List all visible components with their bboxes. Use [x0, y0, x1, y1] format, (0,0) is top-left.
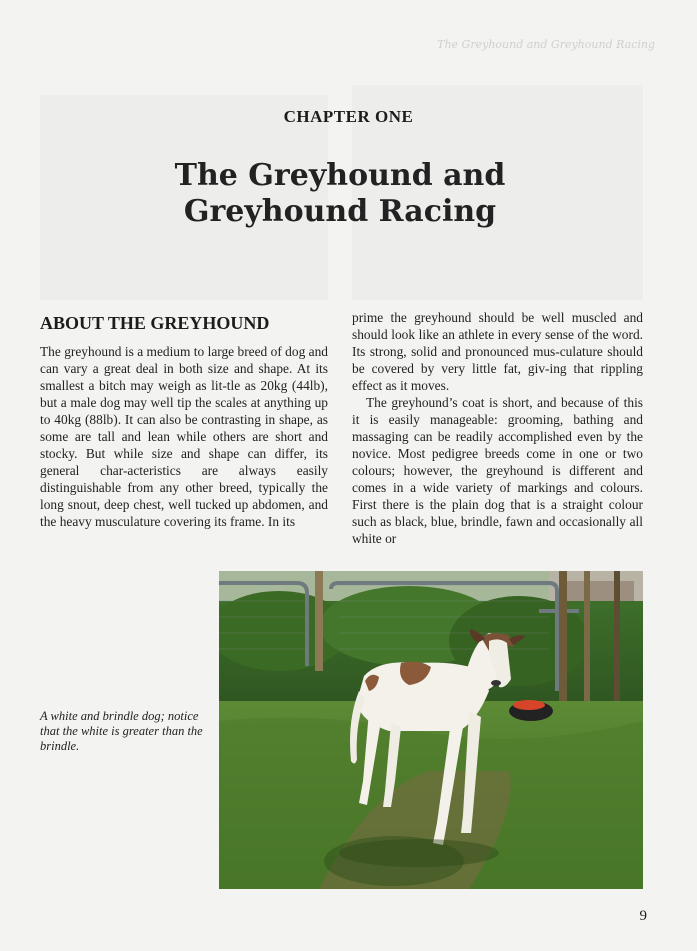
right-text-column [352, 309, 643, 547]
section-heading: ABOUT THE GREYHOUND [40, 313, 270, 333]
greyhound-photo [219, 571, 643, 889]
left-paragraph-1: The greyhound is a medium to large breed of dog and can vary a great deal in both size and shape. At its smallest a bitch may weigh as lit-tle as 20kg (44lb), but a male dog may well tip the scales at anything up to 40kg (88lb). It can also be contrasting in shape, as some are tall and lean while others are short and stocky. But while size and shape can differ, its general char-acteristics are always easily distinguishable from any other breed, typically the long snout, deep chest, well tucked up abdomen, and the heavy musculature covering its frame. In its [40, 344, 328, 529]
show-through-header: The Greyhound and Greyhound Racing [437, 38, 655, 51]
right-paragraph-2: The greyhound’s coat is short, and because of this it is easily manageable: grooming, bathing and massaging can be readily accomplished even by the novice. Most pedigree breeds come in one or two colours; however, the greyhound is different and comes in a wide variety of markings and colours. First there is the plain dog that is a straight colour such as black, blue, brindle, fawn and occasionally all white or [352, 395, 643, 546]
figure-caption: A white and brindle dog; notice that the white is greater than the brindle. [40, 709, 203, 753]
left-text-column [40, 343, 328, 530]
chapter-title-line-2: Greyhound Racing [183, 194, 497, 229]
right-paragraph-1: prime the greyhound should be well muscled and should look like an athlete in every sense of the word. Its strong, solid and pronounced mus-culature should be covered by very little fat, giv-ing that rippling effect as it moves. [352, 310, 643, 393]
chapter-label: CHAPTER ONE [283, 107, 414, 126]
greyhound-photo-illustration [219, 571, 643, 889]
chapter-title-line-1: The Greyhound and [174, 158, 506, 193]
page-number: 9 [639, 908, 647, 924]
chapter-title [120, 158, 560, 230]
